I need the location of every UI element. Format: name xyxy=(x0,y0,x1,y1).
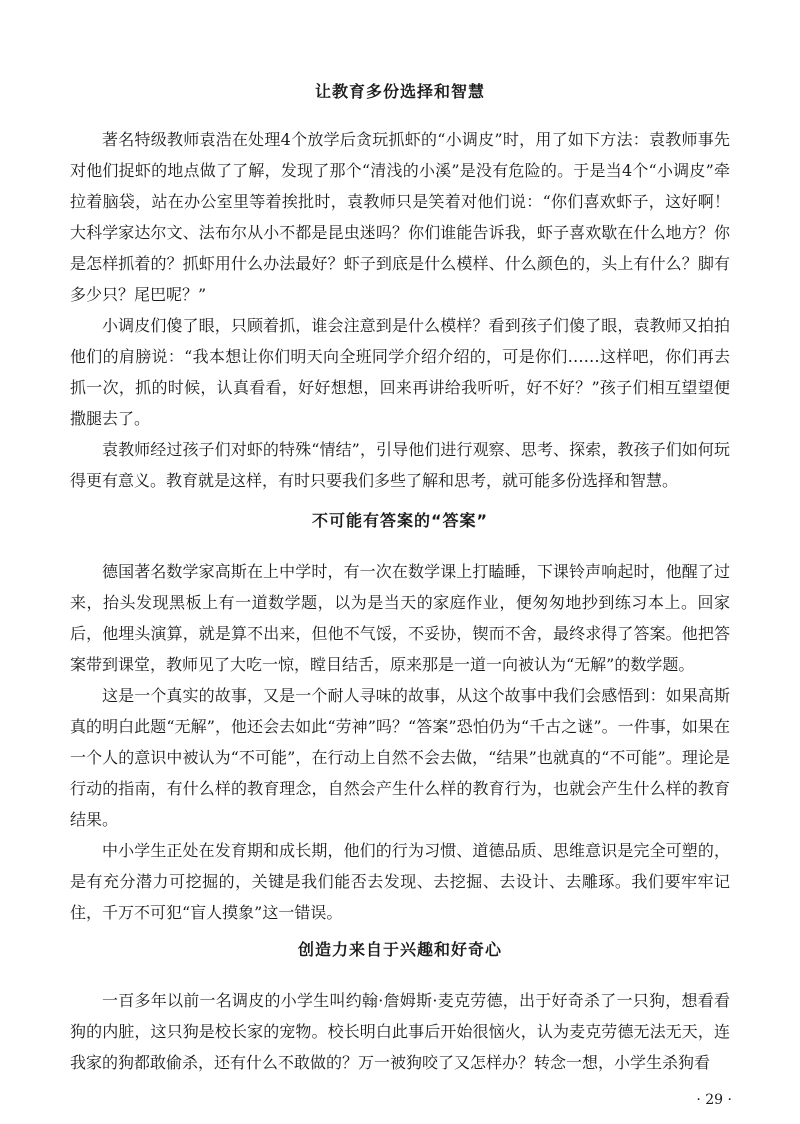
paragraph: 袁教师经过孩子们对虾的特殊“情结”，引导他们进行观察、思考、探索，教孩子们如何玩得更有意义。教育就是这样，有时只要我们多些了解和思考，就可能多份选择和智慧。 xyxy=(70,440,730,490)
page-number: · 29 · xyxy=(696,1092,732,1108)
paragraph: 这是一个真实的故事，又是一个耐人寻味的故事，从这个故事中我们会感悟到：如果高斯真的明白此题“无解”，他还会去如此“劳神”吗？“答案”恐怕仍为“千古之谜”。一件事，如果在一个人的意识中被认为“不可能”，在行动上自然不会去做，“结果”也就真的“不可能”。理论是行动的指南，有什么样的教育理念，自然会产生什么样的教育行为，也就会产生什么样的教育结果。 xyxy=(70,686,730,829)
section-heading: 创造力来自于兴趣和好奇心 xyxy=(297,940,502,959)
section-1 xyxy=(70,80,730,496)
paragraph: 著名特级教师袁浩在处理4个放学后贪玩抓虾的“小调皮”时，用了如下方法：袁教师事先对他们捉虾的地点做了了解，发现了那个“清浅的小溪”是没有危险的。于是当4个“小调皮”牵拉着脑袋，站在办公室里等着挨批时，袁教师只是笑着对他们说：“你们喜欢虾子，这好啊！大科学家达尔文、法布尔从小不都是昆虫迷吗？你们谁能告诉我，虾子喜欢歇在什么地方？你是怎样抓着的？抓虾用什么办法最好？虾子到底是什么模样、什么颜色的，头上有什么？脚有多少只？尾巴呢？” xyxy=(70,130,730,304)
paragraph: 中小学生正处在发育期和成长期，他们的行为习惯、道德品质、思维意识是完全可塑的，是有充分潜力可挖掘的，关键是我们能否去发现、去挖掘、去设计、去雕琢。我们要牢牢记住，千万不可犯“盲人摸象”这一错误。 xyxy=(70,841,730,922)
section-2 xyxy=(70,509,730,928)
paragraph: 小调皮们傻了眼，只顾着抓，谁会注意到是什么模样？看到孩子们傻了眼，袁教师又拍拍他们的肩膀说：“我本想让你们明天向全班同学介绍介绍的，可是你们……这样吧，你们再去抓一次，抓的时候，认真看看，好好想想，回来再讲给我听听，好不好？”孩子们相互望望便撒腿去了。 xyxy=(70,316,730,428)
section-heading: 不可能有答案的“答案” xyxy=(311,511,489,530)
paragraph: 一百多年以前一名调皮的小学生叫约翰·詹姆斯·麦克劳德，出于好奇杀了一只狗，想看看狗的内脏，这只狗是校长家的宠物。校长明白此事后开始很恼火，认为麦克劳德无法无天，连我家的狗都敢偷杀，还有什么不敢做的？万一被狗咬了又怎样办？转念一想，小学生杀狗看 xyxy=(70,991,730,1072)
paragraph: 德国著名数学家高斯在上中学时，有一次在数学课上打瞌睡，下课铃声响起时，他醒了过来，抬头发现黑板上有一道数学题，以为是当天的家庭作业，便匆匆地抄到练习本上。回家后，他埋头演算，就是算不出来，但他不气馁，不妥协，锲而不舍，最终求得了答案。他把答案带到课堂，教师见了大吃一惊，瞠目结舌，原来那是一道一向被认为“无解”的数学题。 xyxy=(70,562,730,674)
section-heading: 让教育多份选择和智慧 xyxy=(314,82,485,101)
section-3 xyxy=(70,938,730,1078)
